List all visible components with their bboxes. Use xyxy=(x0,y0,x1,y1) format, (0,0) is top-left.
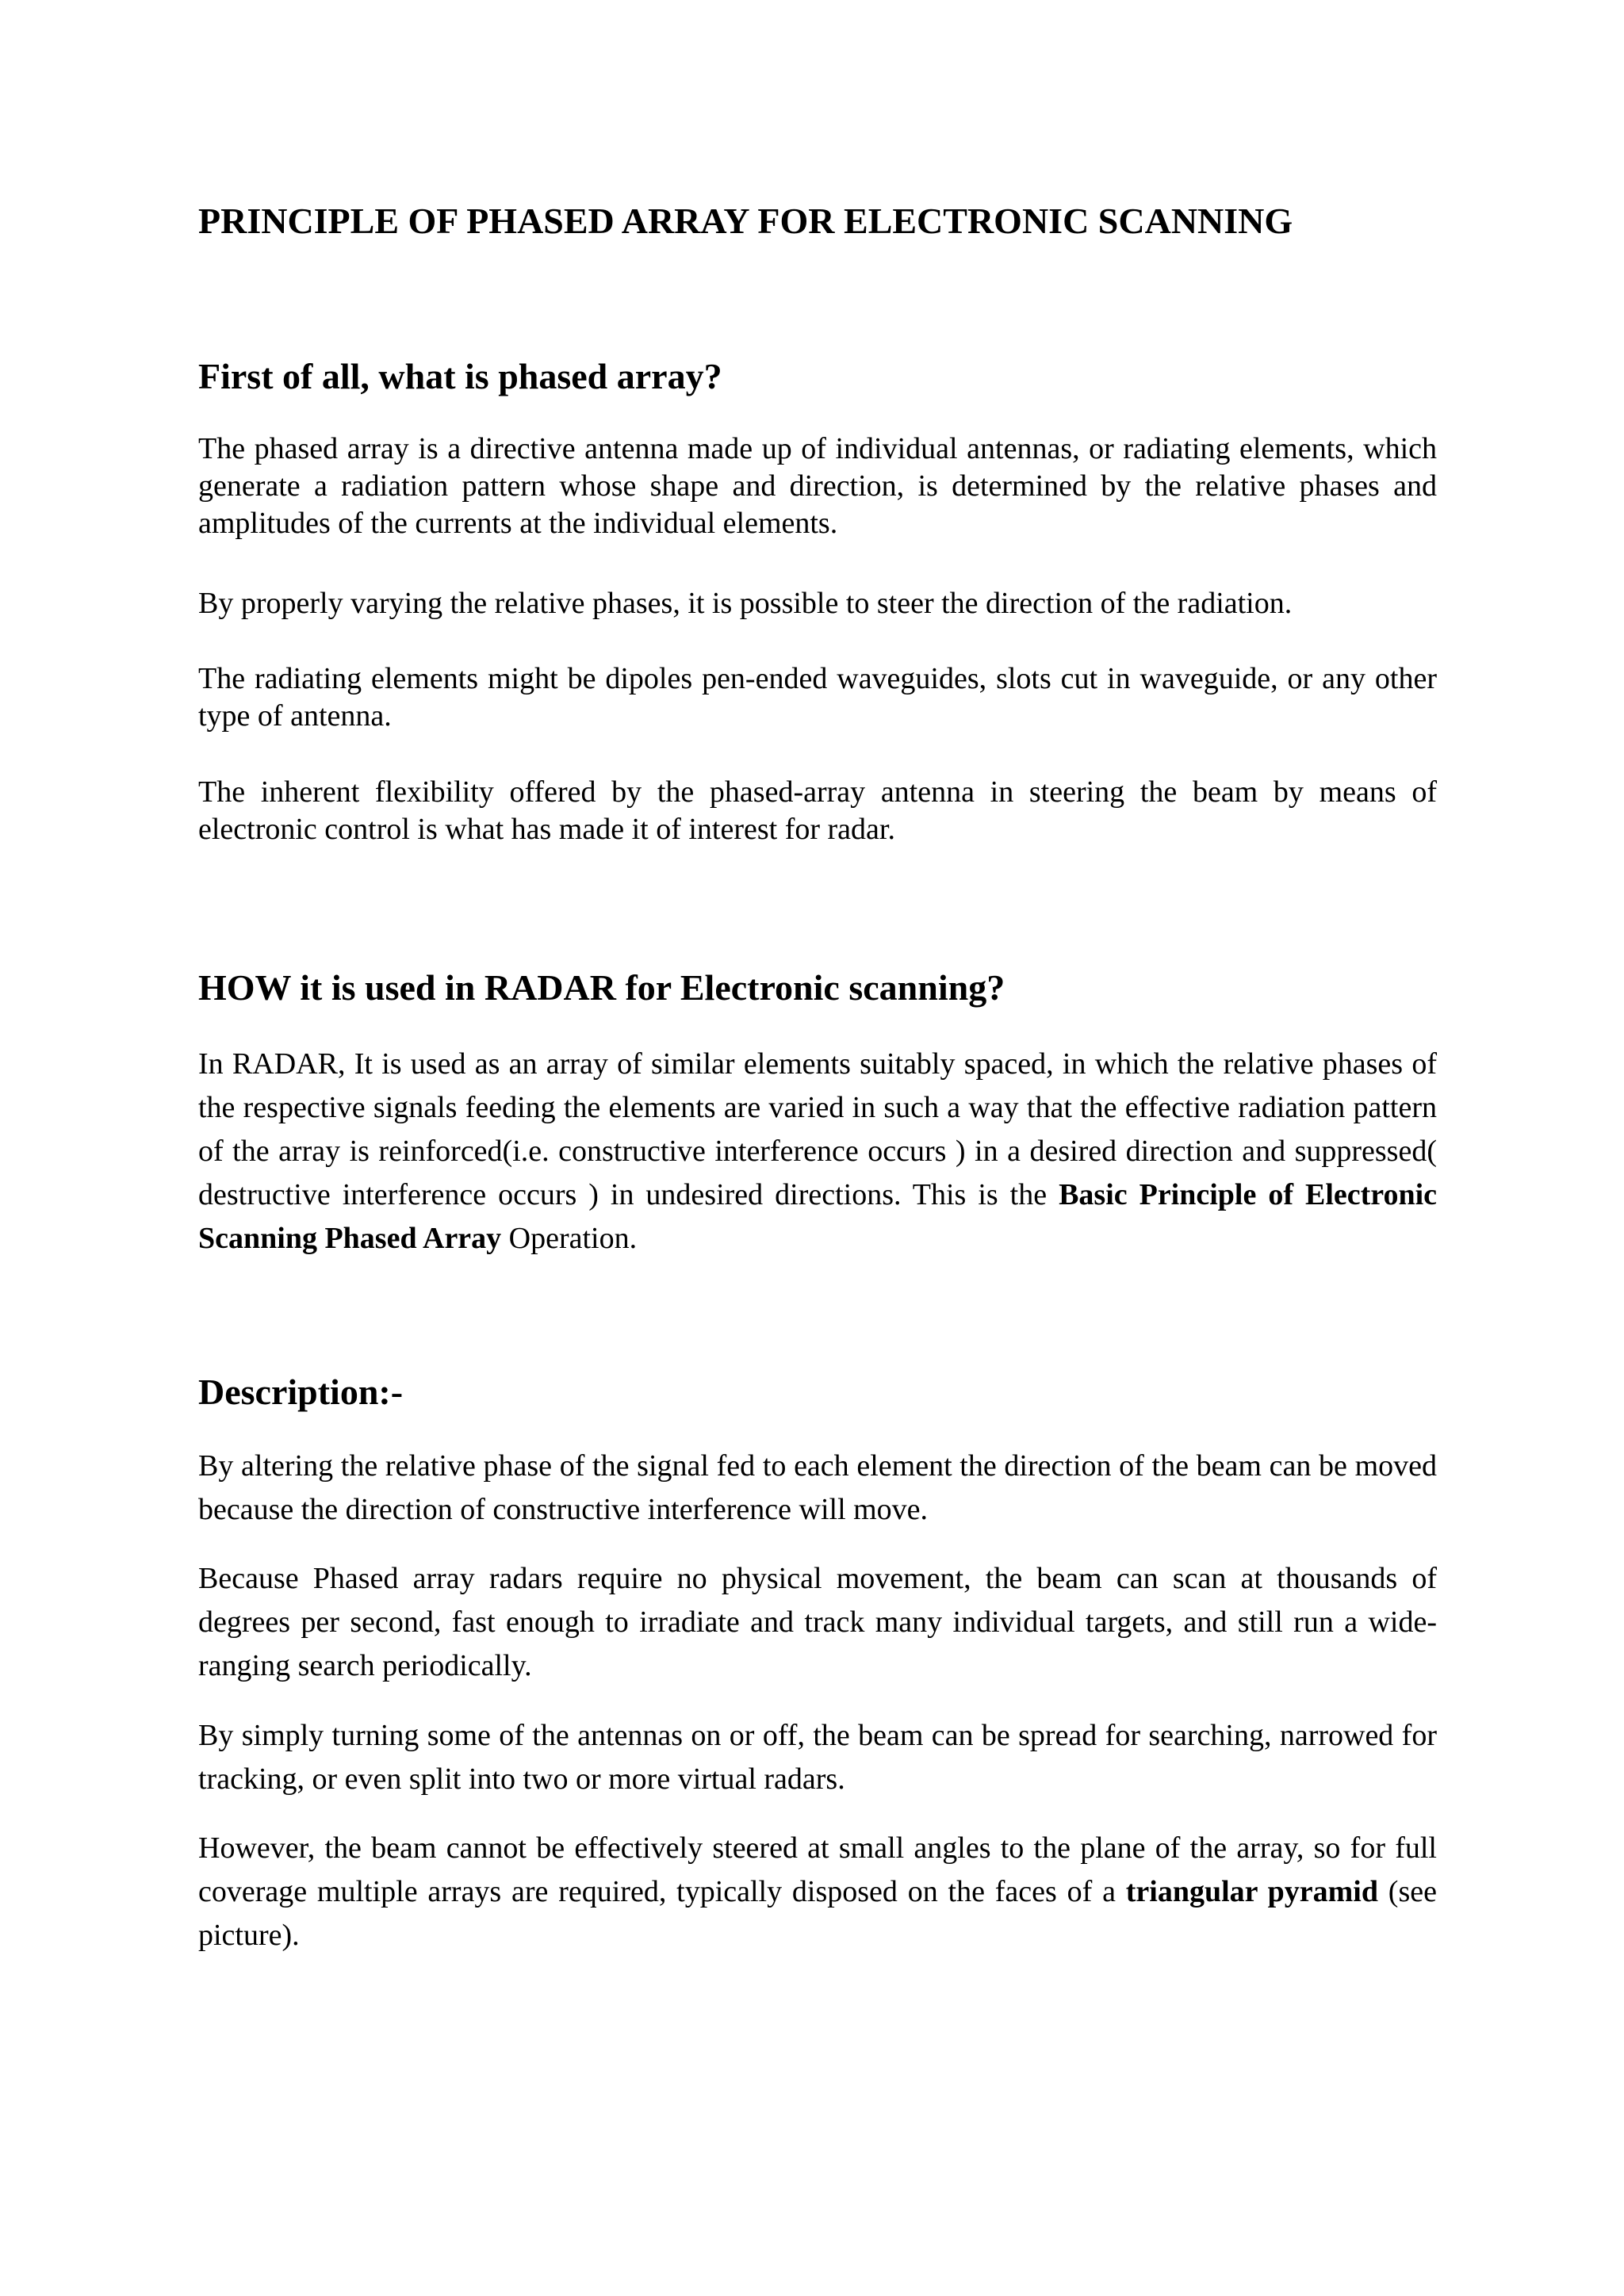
paragraph: The inherent flexibility offered by the phased-array antenna in steering the beam by means of electronic control is what has made it of interest for radar. xyxy=(198,775,1437,846)
paragraph: By altering the relative phase of the signal fed to each element the direction of the beam can be moved because the direction of constructive interference will move. xyxy=(198,1449,1437,1526)
paragraph: The radiating elements might be dipoles pen-ended waveguides, slots cut in waveguide, or any other type of antenna. xyxy=(198,662,1437,733)
paragraph-text: However, the beam cannot be effectively steered at small angles to the plane of the array, so for full coverage multiple arrays are required, typically disposed on the faces of a xyxy=(198,1831,1437,1908)
paragraph: Because Phased array radars require no physical movement, the beam can scan at thousands of degrees per second, fast enough to irradiate and track many individual targets, and still run a wide-ranging search periodically. xyxy=(198,1562,1437,1682)
paragraph: The phased array is a directive antenna made up of individual antennas, or radiating elements, which generate a radiation pattern whose shape and direction, is determined by the relative phases and amplitudes of the currents at the individual elements. xyxy=(198,432,1437,540)
paragraph-text: Operation. xyxy=(501,1222,638,1255)
paragraph: By simply turning some of the antennas on or off, the beam can be spread for searching, narrowed for tracking, or even split into two or more virtual radars. xyxy=(198,1719,1437,1796)
section-heading-description: Description:- xyxy=(198,1372,404,1412)
paragraph-text: In RADAR, It is used as an array of similar elements suitably spaced, in which the relative phases of the respective signals feeding the elements are varied in such a way that the effective radiation pattern of the array is reinforced(i.e. constructive interference occurs ) in a desired direction and suppressed( destructive interference occurs ) in undesired directions. This is the xyxy=(198,1047,1437,1211)
section-heading-what-is-phased-array: First of all, what is phased array? xyxy=(198,356,722,396)
section-heading-how-used-in-radar: HOW it is used in RADAR for Electronic scanning? xyxy=(198,967,1005,1008)
document-title: PRINCIPLE OF PHASED ARRAY FOR ELECTRONIC SCANNING xyxy=(198,201,1293,241)
paragraph xyxy=(198,1827,1437,1957)
bold-phrase: triangular pyramid xyxy=(1125,1875,1378,1908)
paragraph xyxy=(198,1043,1437,1261)
paragraph: By properly varying the relative phases, it is possible to steer the direction of the radiation. xyxy=(198,587,1293,620)
paragraph-text: (see picture). xyxy=(198,1875,1437,1952)
bold-phrase: Basic Principle of Electronic Scanning Phased Array xyxy=(198,1178,1437,1255)
